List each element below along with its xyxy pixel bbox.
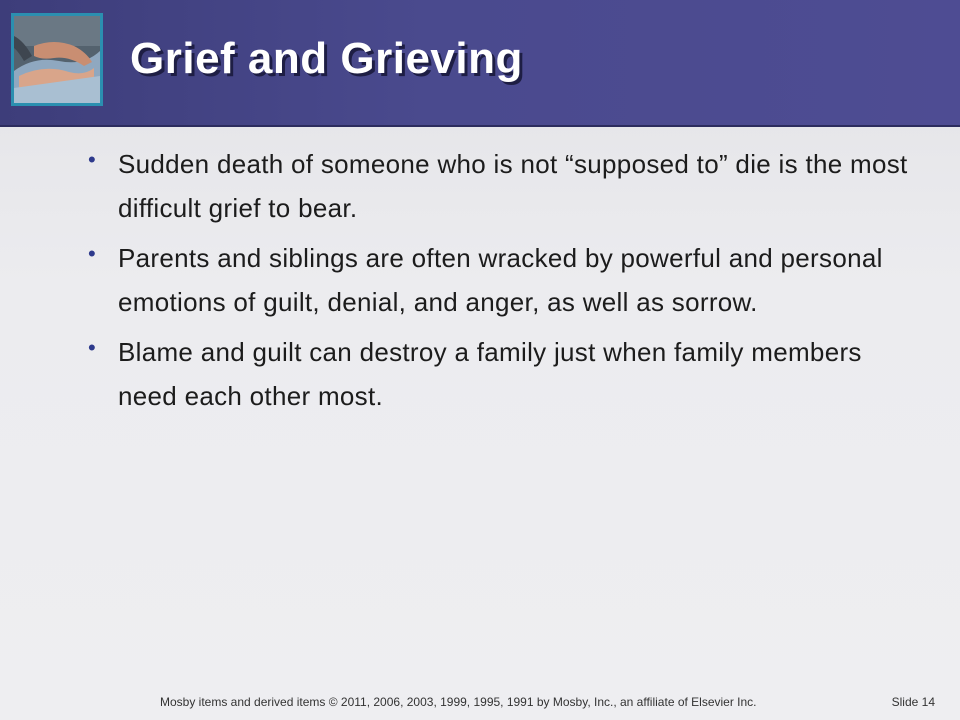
copyright-notice: Mosby items and derived items © 2011, 2006, 2003, 1999, 1995, 1991 by Mosby, Inc., an affiliate of Elsevier Inc. xyxy=(160,695,757,709)
bullet-dot-icon: • xyxy=(88,335,97,360)
bullet-dot-icon: • xyxy=(88,147,97,172)
bullet-list xyxy=(88,142,928,418)
slide-footer xyxy=(0,695,960,715)
hands-photo-image xyxy=(14,16,100,103)
bullet-dot-icon: • xyxy=(88,241,97,266)
bullet-item xyxy=(88,330,928,418)
slide-title: Grief and Grieving xyxy=(130,34,523,83)
bullet-item xyxy=(88,236,928,324)
bullet-text: Parents and siblings are often wracked by powerful and personal emotions of guilt, denial, and anger, as well as sorrow. xyxy=(118,243,883,317)
hands-photo-thumbnail xyxy=(11,13,103,106)
bullet-text: Blame and guilt can destroy a family just when family members need each other most. xyxy=(118,337,862,411)
bullet-text: Sudden death of someone who is not “supposed to” die is the most difficult grief to bear. xyxy=(118,149,908,223)
slide-number: Slide 14 xyxy=(891,695,935,709)
bullet-item xyxy=(88,142,928,230)
title-bar xyxy=(0,0,960,127)
